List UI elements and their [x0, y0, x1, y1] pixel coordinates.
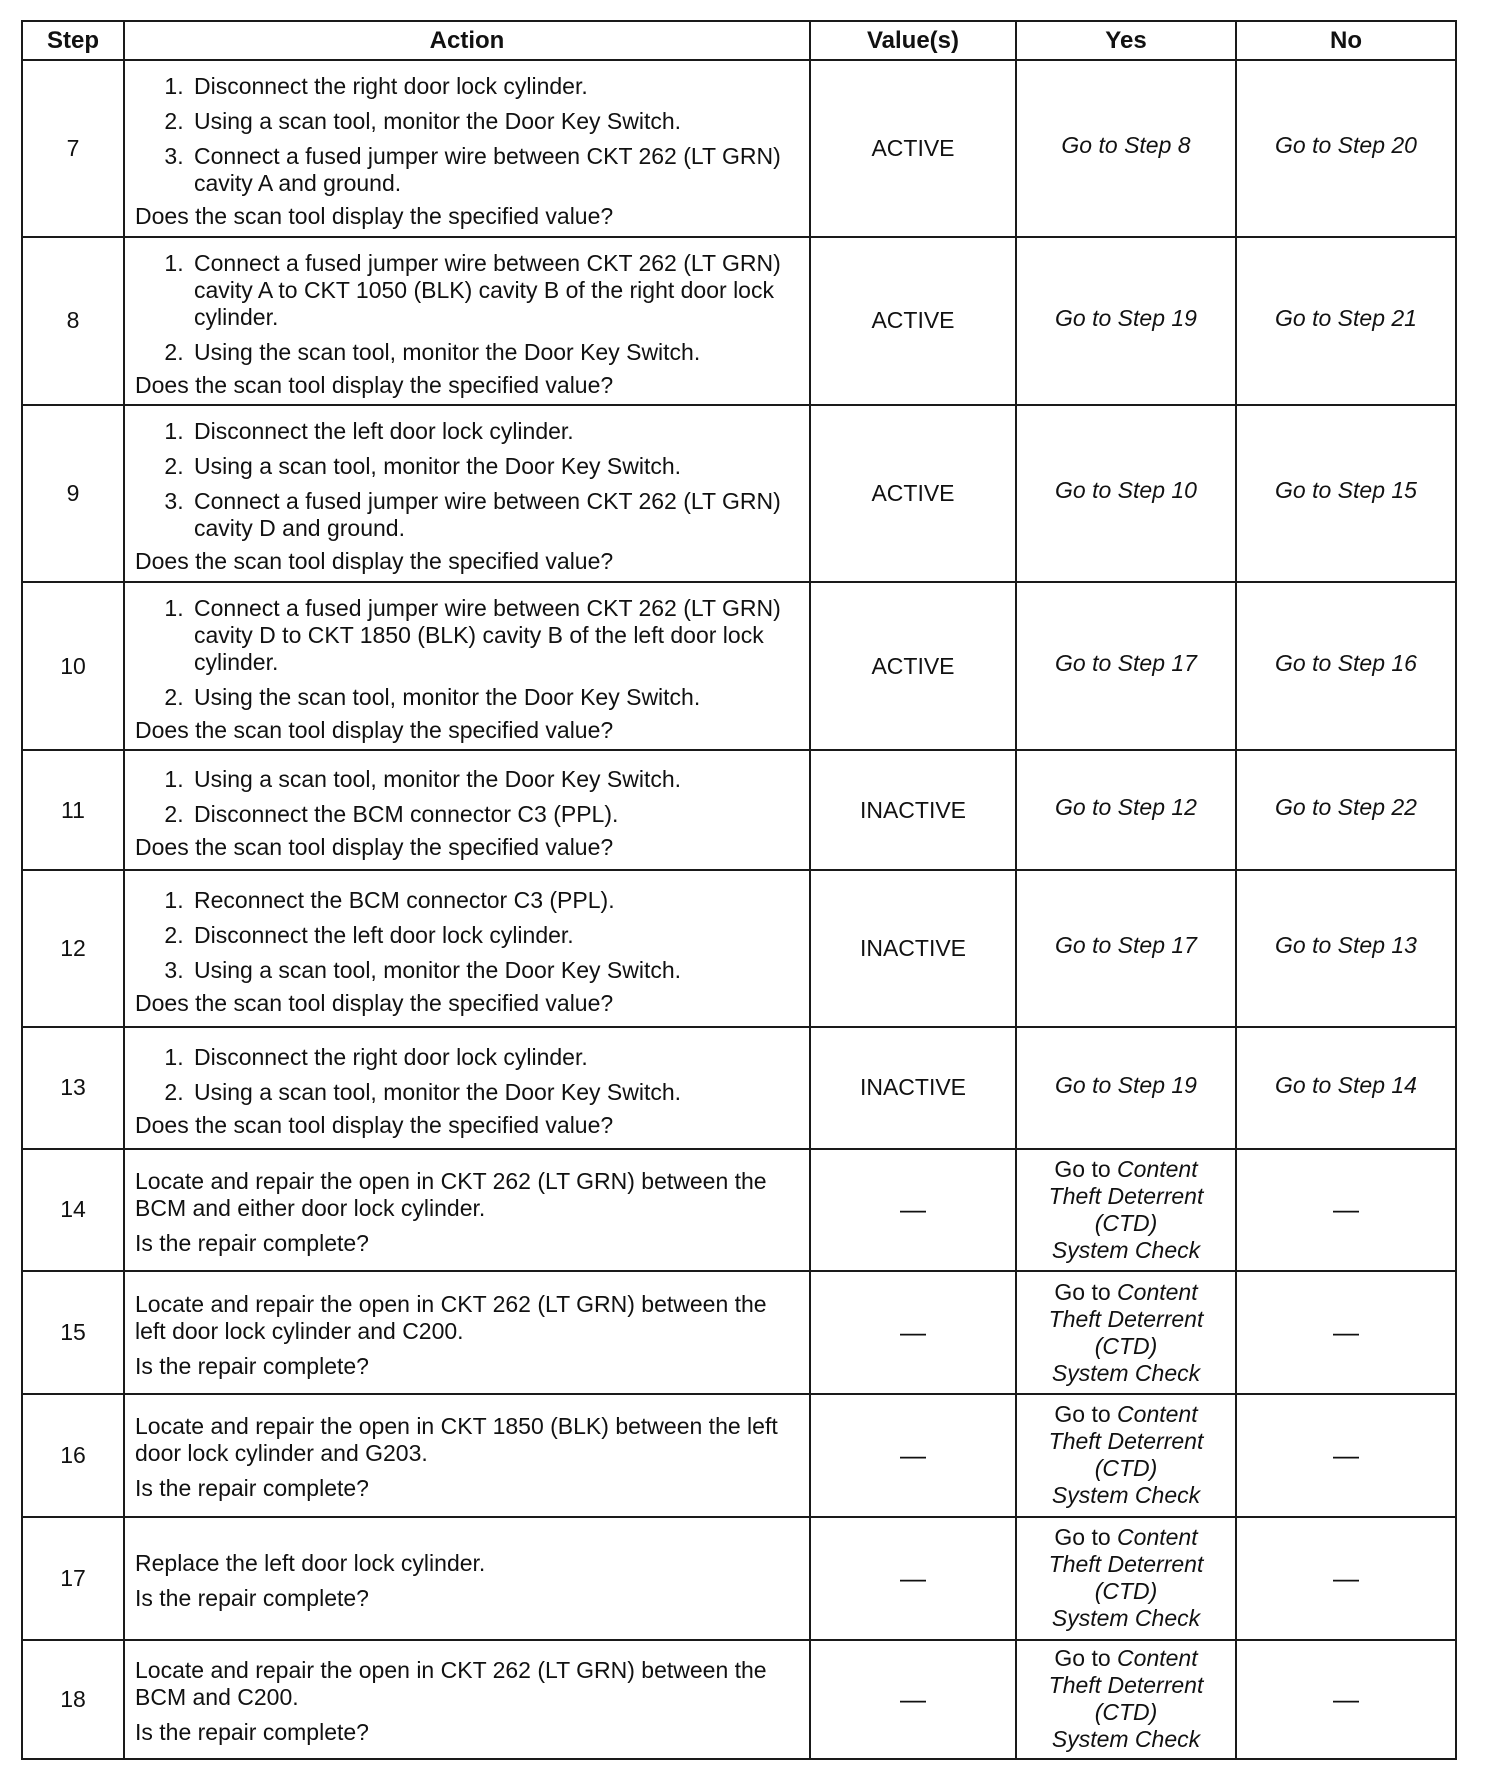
table-row — [22, 870, 1456, 1026]
ref-prefix: Go to — [1054, 1278, 1111, 1305]
step-number: 10 — [22, 582, 124, 750]
header-step: Step — [22, 21, 124, 60]
action-text: Locate and repair the open in CKT 262 (LT GRN) between the left door lock cylinder and C200. — [135, 1290, 767, 1344]
value-cell: — — [810, 1271, 1016, 1394]
action-text: Replace the left door lock cylinder. — [135, 1549, 486, 1576]
ref-line: Theft Deterrent — [1048, 1551, 1204, 1578]
table-row — [22, 1640, 1456, 1759]
action-cell — [124, 870, 810, 1026]
ref-prefix: Go to — [1054, 1645, 1111, 1672]
table-row — [22, 750, 1456, 870]
ref-line: System Check — [1051, 1359, 1201, 1386]
yes-cell — [1016, 1640, 1236, 1759]
ref-line: (CTD) — [1094, 1209, 1158, 1236]
action-item: 2. Using a scan tool, monitor the Door Key Switch. — [190, 1079, 801, 1106]
yes-cell: Go to Step 19 — [1016, 1027, 1236, 1149]
ref-line: Theft Deterrent — [1048, 1182, 1204, 1209]
ref-line: (CTD) — [1094, 1455, 1158, 1482]
step-number: 11 — [22, 750, 124, 870]
ref-prefix: Go to — [1054, 1524, 1111, 1551]
value-cell: ACTIVE — [810, 237, 1016, 405]
no-cell: Go to Step 20 — [1236, 60, 1456, 237]
table-row — [22, 1027, 1456, 1149]
table-row — [22, 582, 1456, 750]
action-text: Locate and repair the open in CKT 262 (LT GRN) between the BCM and either door lock cylinder. — [135, 1167, 767, 1221]
diagnostic-table — [21, 20, 1457, 1760]
no-cell: Go to Step 16 — [1236, 582, 1456, 750]
action-item: 2. Using the scan tool, monitor the Door Key Switch. — [190, 684, 801, 711]
header-yes: Yes — [1016, 21, 1236, 60]
ref-line: Theft Deterrent — [1048, 1672, 1204, 1699]
action-cell — [124, 1271, 810, 1394]
action-cell — [124, 405, 810, 582]
action-cell — [124, 750, 810, 870]
step-number: 12 — [22, 870, 124, 1026]
value-cell: ACTIVE — [810, 60, 1016, 237]
yes-cell — [1016, 1517, 1236, 1640]
value-cell: — — [810, 1517, 1016, 1640]
ref-line: Content — [1117, 1401, 1198, 1428]
action-item: 2. Disconnect the BCM connector C3 (PPL). — [190, 801, 801, 828]
action-question: Does the scan tool display the specified value? — [135, 203, 614, 230]
step-number: 9 — [22, 405, 124, 582]
action-question: Does the scan tool display the specified value? — [135, 548, 614, 575]
action-question: Does the scan tool display the specified value? — [135, 717, 614, 744]
table-row — [22, 1271, 1456, 1394]
table-row — [22, 1517, 1456, 1640]
no-cell: — — [1236, 1271, 1456, 1394]
header-row — [22, 21, 1456, 60]
step-number: 16 — [22, 1394, 124, 1516]
value-cell: INACTIVE — [810, 870, 1016, 1026]
action-item: 1. Disconnect the left door lock cylinder. — [190, 418, 801, 445]
value-cell: — — [810, 1394, 1016, 1516]
value-cell: — — [810, 1640, 1016, 1759]
step-number: 18 — [22, 1640, 124, 1759]
step-number: 17 — [22, 1517, 124, 1640]
value-cell: ACTIVE — [810, 405, 1016, 582]
action-question: Is the repair complete? — [135, 1229, 369, 1256]
ref-line: (CTD) — [1094, 1332, 1158, 1359]
table-row — [22, 1394, 1456, 1516]
header-no: No — [1236, 21, 1456, 60]
no-cell: Go to Step 21 — [1236, 237, 1456, 405]
ref-line: System Check — [1051, 1726, 1201, 1753]
action-item: 2. Using a scan tool, monitor the Door Key Switch. — [190, 108, 801, 135]
ref-line: (CTD) — [1094, 1699, 1158, 1726]
table-row — [22, 1149, 1456, 1271]
ref-line: Content — [1117, 1645, 1198, 1672]
no-cell: — — [1236, 1640, 1456, 1759]
action-cell — [124, 60, 810, 237]
yes-cell: Go to Step 10 — [1016, 405, 1236, 582]
header-action: Action — [124, 21, 810, 60]
yes-cell: Go to Step 12 — [1016, 750, 1236, 870]
no-cell: Go to Step 22 — [1236, 750, 1456, 870]
action-cell — [124, 1394, 810, 1516]
action-question: Does the scan tool display the specified value? — [135, 371, 614, 398]
ref-line: Theft Deterrent — [1048, 1305, 1204, 1332]
action-cell — [124, 1640, 810, 1759]
step-number: 7 — [22, 60, 124, 237]
action-item: 1. Connect a fused jumper wire between CKT 262 (LT GRN) cavity D to CKT 1850 (BLK) cavity B of the left door lock cylinder. — [190, 595, 801, 676]
ref-line: System Check — [1051, 1605, 1201, 1632]
step-number: 8 — [22, 237, 124, 405]
action-item: 1. Reconnect the BCM connector C3 (PPL). — [190, 887, 801, 914]
action-item: 3. Connect a fused jumper wire between CKT 262 (LT GRN) cavity D and ground. — [190, 488, 801, 542]
no-cell: — — [1236, 1149, 1456, 1271]
ref-line: Content — [1117, 1155, 1198, 1182]
ref-line: Content — [1117, 1524, 1198, 1551]
no-cell: — — [1236, 1394, 1456, 1516]
action-question: Does the scan tool display the specified value? — [135, 1111, 614, 1138]
ref-line: Theft Deterrent — [1048, 1428, 1204, 1455]
no-cell: — — [1236, 1517, 1456, 1640]
action-question: Is the repair complete? — [135, 1352, 369, 1379]
action-question: Is the repair complete? — [135, 1475, 369, 1502]
value-cell: — — [810, 1149, 1016, 1271]
action-item: 2. Using the scan tool, monitor the Door Key Switch. — [190, 339, 801, 366]
value-cell: ACTIVE — [810, 582, 1016, 750]
no-cell: Go to Step 13 — [1236, 870, 1456, 1026]
table-row — [22, 405, 1456, 582]
action-item: 1. Using a scan tool, monitor the Door Key Switch. — [190, 766, 801, 793]
table-row — [22, 237, 1456, 405]
header-values: Value(s) — [810, 21, 1016, 60]
action-cell — [124, 582, 810, 750]
yes-cell — [1016, 1271, 1236, 1394]
yes-cell — [1016, 1149, 1236, 1271]
yes-cell: Go to Step 17 — [1016, 870, 1236, 1026]
ref-line: (CTD) — [1094, 1578, 1158, 1605]
action-cell — [124, 1149, 810, 1271]
yes-cell: Go to Step 17 — [1016, 582, 1236, 750]
value-cell: INACTIVE — [810, 1027, 1016, 1149]
action-item: 1. Connect a fused jumper wire between CKT 262 (LT GRN) cavity A to CKT 1050 (BLK) cavity B of the right door lock cylinder. — [190, 250, 801, 331]
action-item: 1. Disconnect the right door lock cylinder. — [190, 73, 801, 100]
step-number: 13 — [22, 1027, 124, 1149]
ref-line: System Check — [1051, 1236, 1201, 1263]
ref-prefix: Go to — [1054, 1401, 1111, 1428]
action-cell — [124, 237, 810, 405]
action-cell — [124, 1517, 810, 1640]
ref-prefix: Go to — [1054, 1155, 1111, 1182]
step-number: 15 — [22, 1271, 124, 1394]
yes-cell: Go to Step 19 — [1016, 237, 1236, 405]
no-cell: Go to Step 14 — [1236, 1027, 1456, 1149]
action-question: Is the repair complete? — [135, 1584, 369, 1611]
yes-cell — [1016, 1394, 1236, 1516]
value-cell: INACTIVE — [810, 750, 1016, 870]
action-item: 2. Using a scan tool, monitor the Door Key Switch. — [190, 453, 801, 480]
action-text: Locate and repair the open in CKT 262 (LT GRN) between the BCM and C200. — [135, 1657, 767, 1711]
action-question: Does the scan tool display the specified value? — [135, 834, 614, 861]
ref-line: Content — [1117, 1278, 1198, 1305]
action-item: 3. Connect a fused jumper wire between CKT 262 (LT GRN) cavity A and ground. — [190, 143, 801, 197]
yes-cell: Go to Step 8 — [1016, 60, 1236, 237]
step-number: 14 — [22, 1149, 124, 1271]
action-item: 2. Disconnect the left door lock cylinder. — [190, 922, 801, 949]
action-item: 1. Disconnect the right door lock cylinder. — [190, 1044, 801, 1071]
no-cell: Go to Step 15 — [1236, 405, 1456, 582]
action-question: Is the repair complete? — [135, 1719, 369, 1746]
ref-line: System Check — [1051, 1482, 1201, 1509]
action-item: 3. Using a scan tool, monitor the Door Key Switch. — [190, 957, 801, 984]
action-question: Does the scan tool display the specified value? — [135, 989, 614, 1016]
action-cell — [124, 1027, 810, 1149]
table-row — [22, 60, 1456, 237]
action-text: Locate and repair the open in CKT 1850 (BLK) between the left door lock cylinder and G203. — [135, 1413, 778, 1467]
